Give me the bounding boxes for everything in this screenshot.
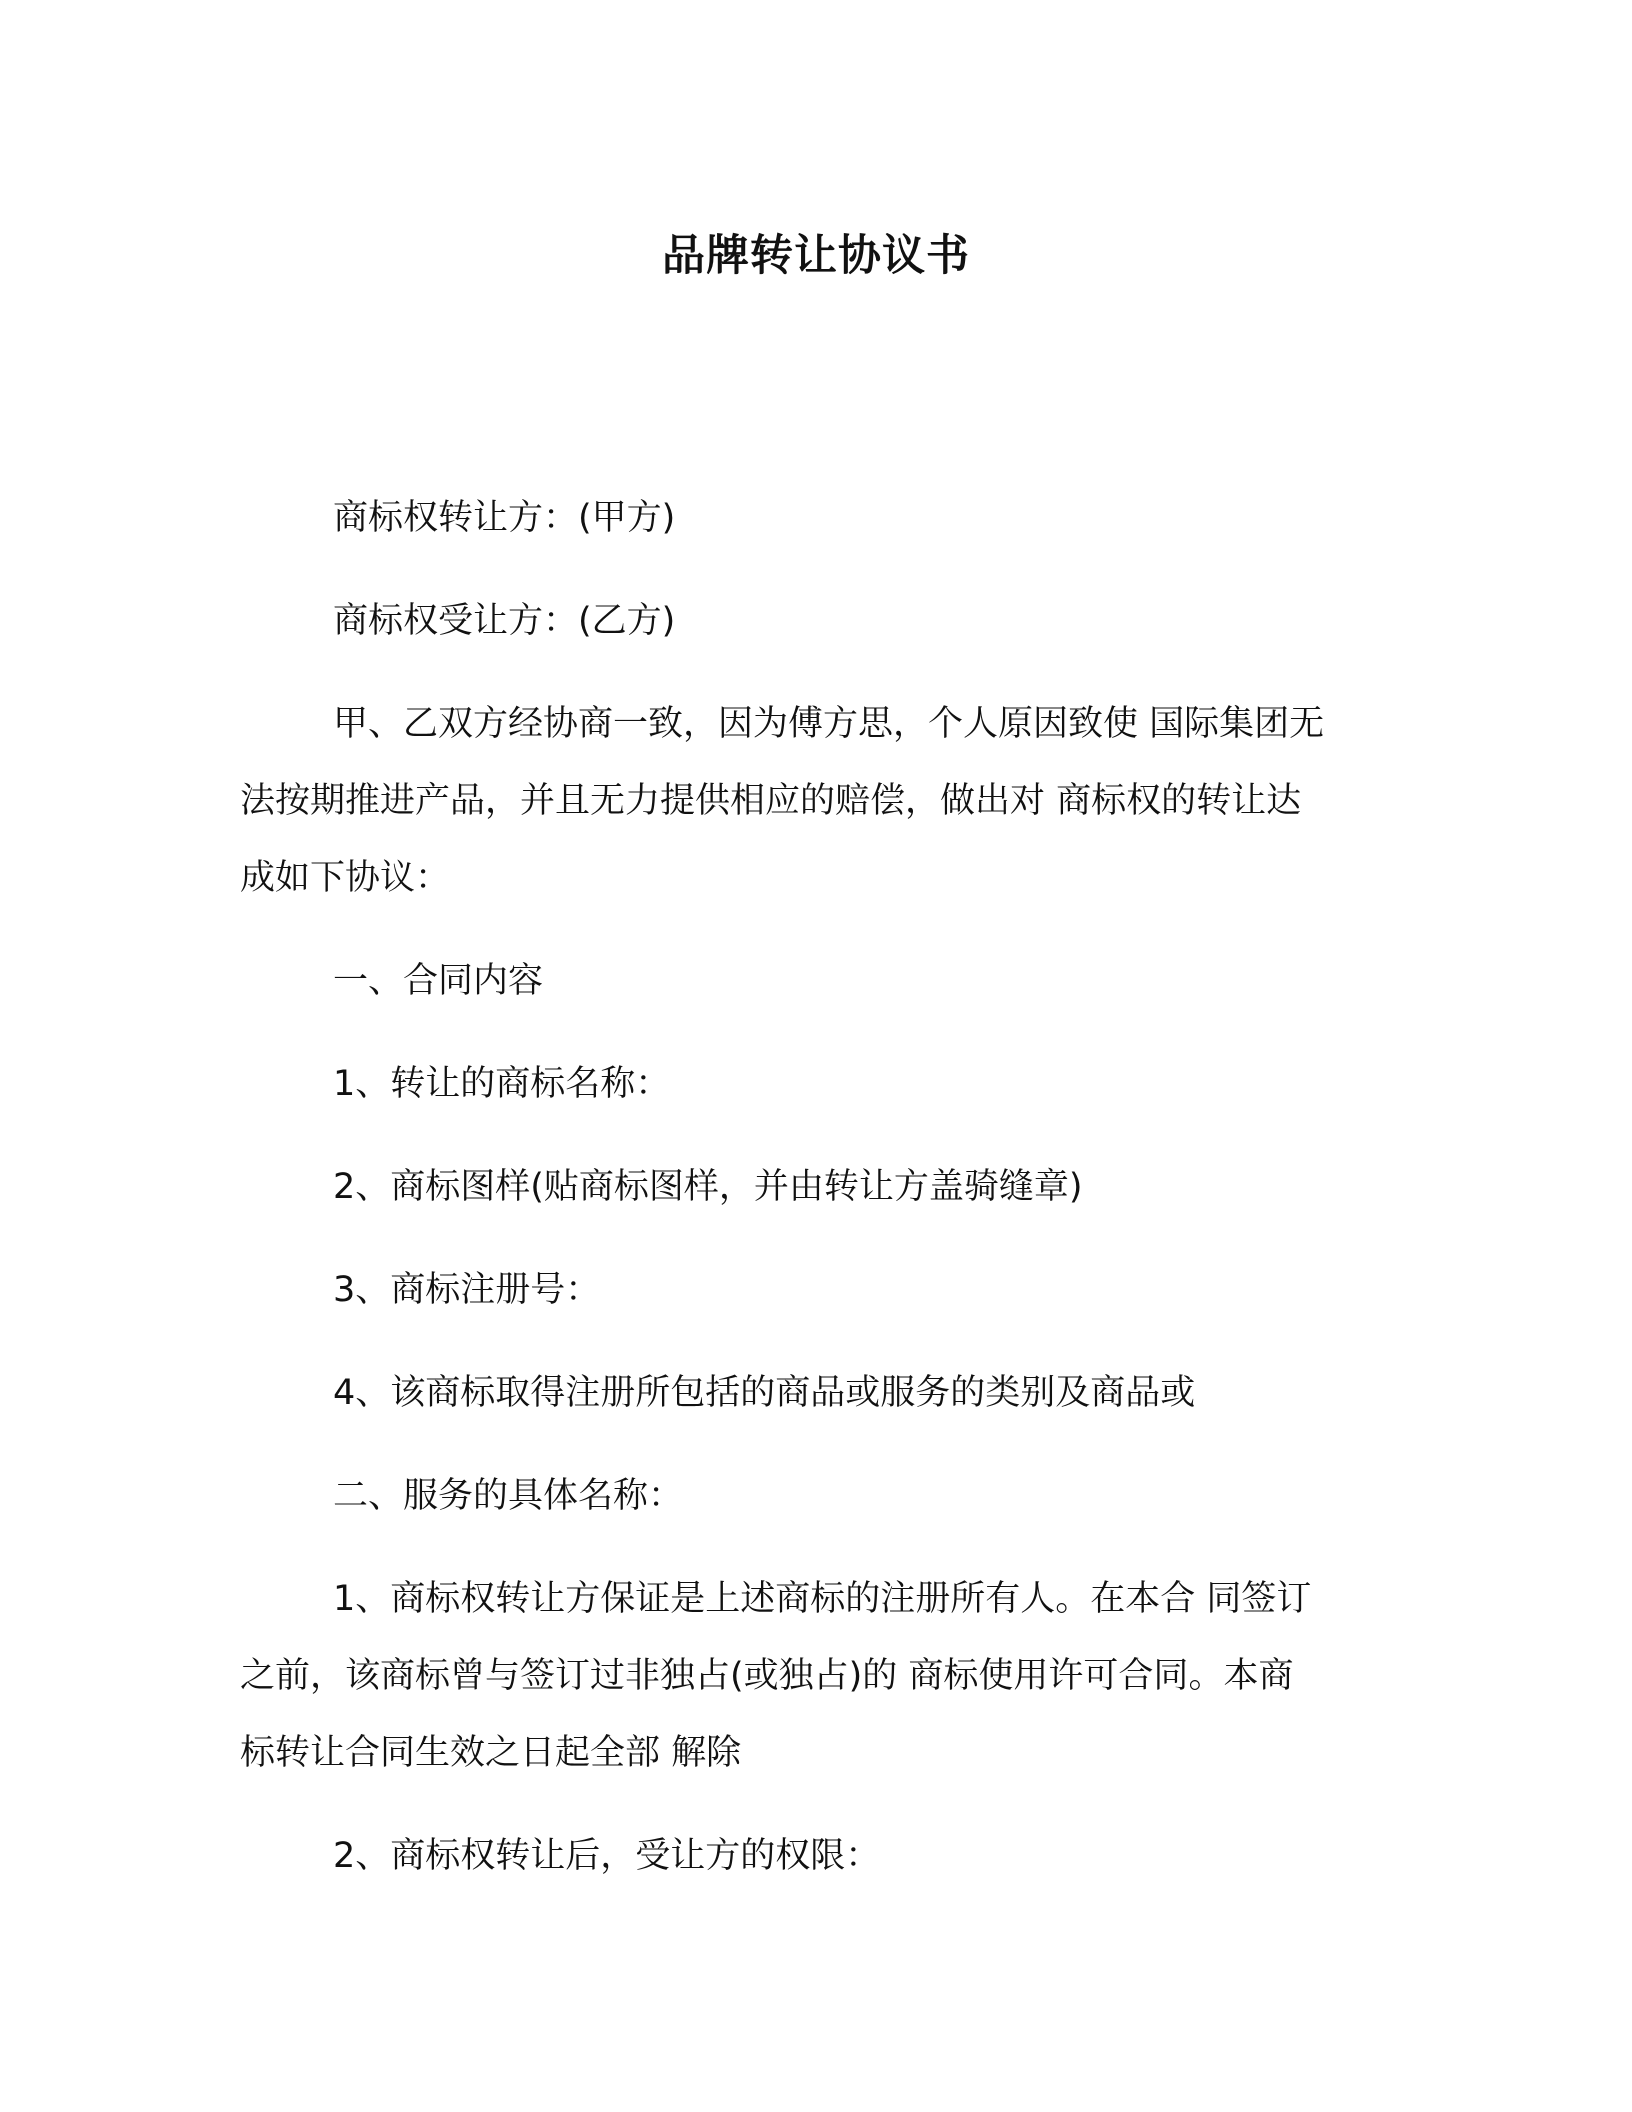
document-title: 品牌转让协议书 xyxy=(662,231,970,281)
transferee-line: 商标权受让方：(乙方) xyxy=(333,601,676,641)
clause-1-4: 4、该商标取得注册所包括的商品或服务的类别及商品或 xyxy=(333,1373,1196,1413)
clause-1-2: 2、商标图样(贴商标图样，并由转让方盖骑缝章) xyxy=(333,1167,1083,1207)
section-heading-1: 一、合同内容 xyxy=(333,961,544,1001)
section-heading-2: 二、服务的具体名称： xyxy=(333,1476,684,1516)
clause-2-2: 2、商标权转让后，受让方的权限： xyxy=(333,1836,881,1876)
clause-1-3: 3、商标注册号： xyxy=(333,1270,601,1310)
clause-2-1-line-2: 之前，该商标曾与签订过非独占(或独占)的 商标使用许可合同。本商 xyxy=(240,1656,1294,1696)
intro-paragraph-line-1: 甲、乙双方经协商一致，因为傅方思，个人原因致使 国际集团无 xyxy=(333,704,1325,744)
intro-paragraph-line-3: 成如下协议： xyxy=(240,858,451,898)
intro-paragraph-line-2: 法按期推进产品，并且无力提供相应的赔偿，做出对 商标权的转让达 xyxy=(240,781,1302,821)
transferor-line: 商标权转让方：(甲方) xyxy=(333,498,676,538)
clause-2-1-line-1: 1、商标权转让方保证是上述商标的注册所有人。在本合 同签订 xyxy=(333,1579,1312,1619)
clause-1-1: 1、转让的商标名称： xyxy=(333,1064,671,1104)
clause-2-1-line-3: 标转让合同生效之日起全部 解除 xyxy=(240,1733,742,1773)
